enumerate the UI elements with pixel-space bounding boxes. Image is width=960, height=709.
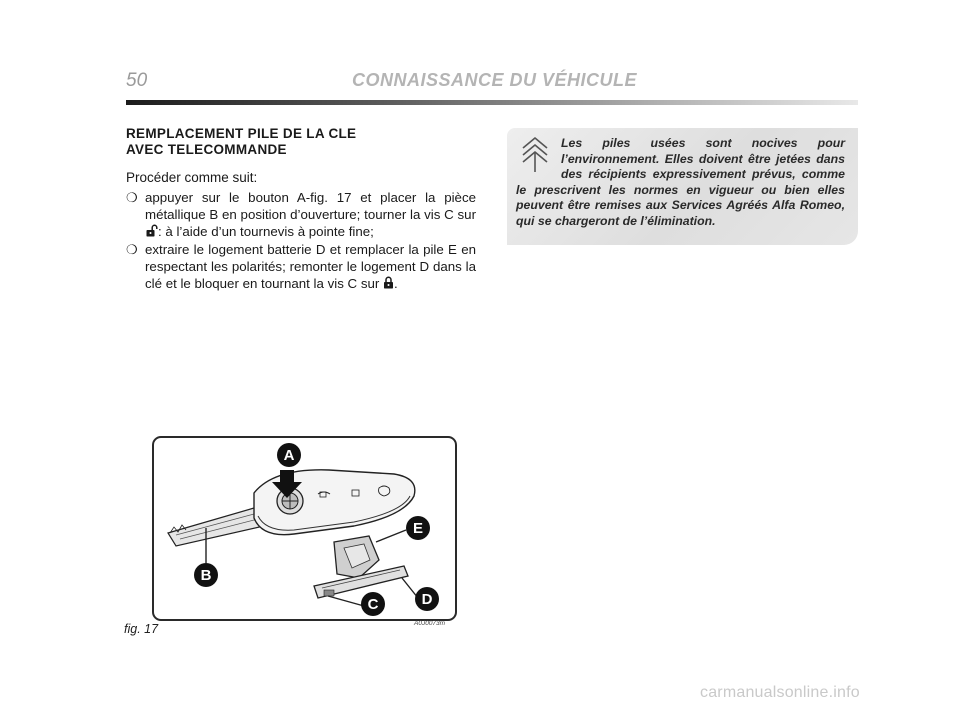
lock-icon xyxy=(383,276,394,293)
svg-text:C: C xyxy=(367,596,379,613)
section-heading-line1: REMPLACEMENT PILE DE LA CLE xyxy=(126,126,357,141)
list-item-text-part: . xyxy=(394,276,398,291)
page-number: 50 xyxy=(126,70,148,91)
svg-text:A: A xyxy=(283,447,295,464)
label-C xyxy=(361,592,385,616)
list-item-text-part: extraire le logement batterie D et remplacer la pile E en respectant les polarités; remonter le logement D dans la clé et le bloquer en tournant la vis C sur xyxy=(145,242,476,291)
svg-text:B: B xyxy=(200,567,212,584)
list-item-text xyxy=(145,189,476,241)
label-B xyxy=(194,563,218,587)
section-heading xyxy=(126,126,486,158)
figure-caption: fig. 17 xyxy=(124,622,159,636)
svg-text:E: E xyxy=(412,520,424,537)
bullet-mark: ❍ xyxy=(126,190,138,205)
watermark: carmanualsonline.info xyxy=(700,684,860,701)
list-item xyxy=(126,241,476,293)
unlock-icon xyxy=(145,224,158,241)
list-item-text-part: appuyer sur le bouton A-fig. 17 et placer la pièce métallique B en position d’ouverture; tourner la vis C sur xyxy=(145,190,476,222)
header-rule xyxy=(126,100,858,105)
label-D xyxy=(415,587,439,611)
environment-note-content: Les piles usées sont nocives pour l’environnement. Elles doivent être jetées dans des récipients expressivement prévus, comme le prescrivent les normes en vigueur ou bien elles peuvent être remises aux Services Agréés Alfa Romeo, qui se chargeront de l’élimination. xyxy=(516,136,845,228)
svg-text:D: D xyxy=(421,591,433,608)
figure-code: A0J0073m xyxy=(414,620,446,627)
list-item-text xyxy=(145,241,476,293)
battery-component xyxy=(334,536,379,578)
label-E xyxy=(406,516,430,540)
section-heading-line2: AVEC TELECOMMANDE xyxy=(126,142,287,157)
key-illustration xyxy=(154,438,455,619)
list-item xyxy=(126,189,476,241)
environment-note-text xyxy=(516,136,845,229)
label-A xyxy=(277,443,301,467)
bullet-mark: ❍ xyxy=(126,242,138,257)
intro-text: Procéder comme suit: xyxy=(126,170,258,185)
key-fob-body xyxy=(254,470,415,535)
key-figure xyxy=(152,436,457,621)
list-item-text-part: : à l’aide d’un tournevis à pointe fine; xyxy=(158,224,374,239)
key-blade xyxy=(168,508,264,546)
chapter-title: CONNAISSANCE DU VÉHICULE xyxy=(352,70,638,90)
